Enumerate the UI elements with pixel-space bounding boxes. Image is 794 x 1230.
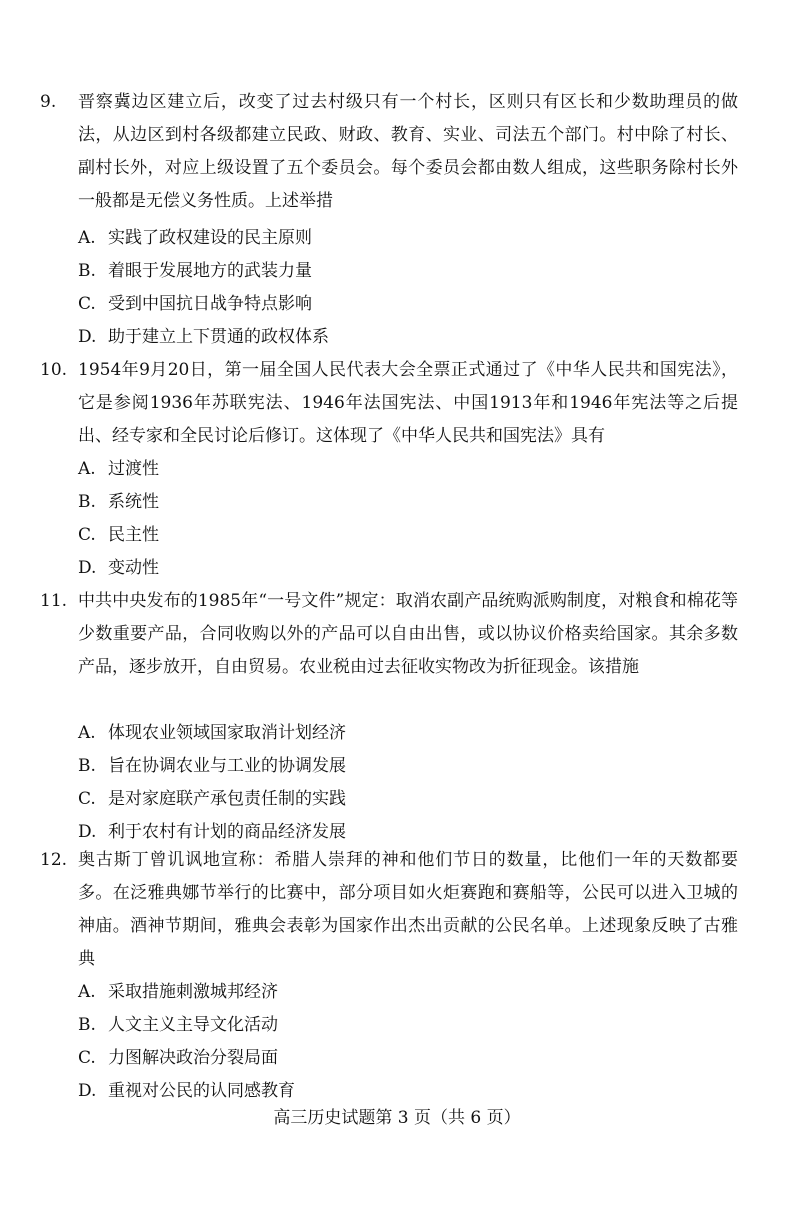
option-d — [78, 552, 159, 585]
option-letter: C. — [78, 525, 96, 545]
option-text: 重视对公民的认同感教育 — [108, 1081, 295, 1101]
question-number: 11. — [40, 591, 68, 611]
option-b — [78, 486, 159, 519]
option-text: 人文主义主导文化活动 — [108, 1015, 278, 1035]
option-d — [78, 321, 329, 354]
option-letter: D. — [78, 822, 97, 842]
option-a — [78, 222, 312, 255]
question-stem: 晋察冀边区建立后，改变了过去村级只有一个村长，区则只有区长和少数助理员的做法，从边区到村各级都建立民政、财政、教育、实业、司法五个部门。村中除了村长、副村长外，对应上级设置了五个委员会。每个委员会都由数人组成，这些职务除村长外一般都是无偿义务性质。上述举措 — [78, 92, 738, 211]
option-text: 实践了政权建设的民主原则 — [108, 228, 312, 248]
option-letter: D. — [78, 327, 97, 347]
option-letter: A. — [78, 459, 96, 479]
option-a — [78, 717, 346, 750]
option-letter: B. — [78, 756, 96, 776]
option-text: 过渡性 — [108, 459, 159, 479]
option-letter: B. — [78, 492, 96, 512]
option-letter: A. — [78, 982, 96, 1002]
option-letter: C. — [78, 789, 96, 809]
question-stem: 奥古斯丁曾讥讽地宣称：希腊人崇拜的神和他们节日的数量，比他们一年的天数都要多。在泛雅典娜节举行的比赛中，部分项目如火炬赛跑和赛船等，公民可以进入卫城的神庙。酒神节期间，雅典会表彰为国家作出杰出贡献的公民名单。上述现象反映了古雅典 — [78, 850, 738, 969]
option-b — [78, 1009, 278, 1042]
option-c — [78, 1042, 278, 1075]
option-c — [78, 783, 346, 816]
option-b — [78, 255, 312, 288]
option-letter: C. — [78, 1048, 96, 1068]
option-text: 系统性 — [108, 492, 159, 512]
option-letter: D. — [78, 558, 97, 578]
question-number: 10. — [40, 360, 68, 380]
question-number: 12. — [40, 850, 68, 870]
option-text: 受到中国抗日战争特点影响 — [108, 294, 312, 314]
option-text: 变动性 — [108, 558, 159, 578]
question-stem: 1954年9月20日，第一届全国人民代表大会全票正式通过了《中华人民共和国宪法》，它是参阅1936年苏联宪法、1946年法国宪法、中国1913年和1946年宪法等之后提出、经专家和全民讨论后修订。这体现了《中华人民共和国宪法》具有 — [78, 360, 738, 446]
option-a — [78, 453, 159, 486]
option-letter: A. — [78, 228, 96, 248]
question-number: 9. — [40, 92, 57, 112]
option-a — [78, 976, 278, 1009]
option-text: 助于建立上下贯通的政权体系 — [108, 327, 329, 347]
option-c — [78, 288, 312, 321]
option-text: 力图解决政治分裂局面 — [108, 1048, 278, 1068]
option-letter: A. — [78, 723, 96, 743]
option-c — [78, 519, 159, 552]
option-text: 旨在协调农业与工业的协调发展 — [108, 756, 346, 776]
option-text: 民主性 — [108, 525, 159, 545]
option-letter: B. — [78, 261, 96, 281]
page-footer: 高三历史试题第 3 页（共 6 页） — [273, 1108, 521, 1128]
question-stem: 中共中央发布的1985年“一号文件”规定：取消农副产品统购派购制度，对粮食和棉花等少数重要产品，合同收购以外的产品可以自由出售，或以协议价格卖给国家。其余多数产品，逐步放开，自由贸易。农业税由过去征收实物改为折征现金。该措施 — [78, 591, 738, 677]
option-text: 体现农业领域国家取消计划经济 — [108, 723, 346, 743]
option-b — [78, 750, 346, 783]
option-text: 采取措施刺激城邦经济 — [108, 982, 278, 1002]
option-letter: D. — [78, 1081, 97, 1101]
option-letter: B. — [78, 1015, 96, 1035]
option-text: 利于农村有计划的商品经济发展 — [108, 822, 346, 842]
option-letter: C. — [78, 294, 96, 314]
option-text: 是对家庭联产承包责任制的实践 — [108, 789, 346, 809]
option-text: 着眼于发展地方的武装力量 — [108, 261, 312, 281]
